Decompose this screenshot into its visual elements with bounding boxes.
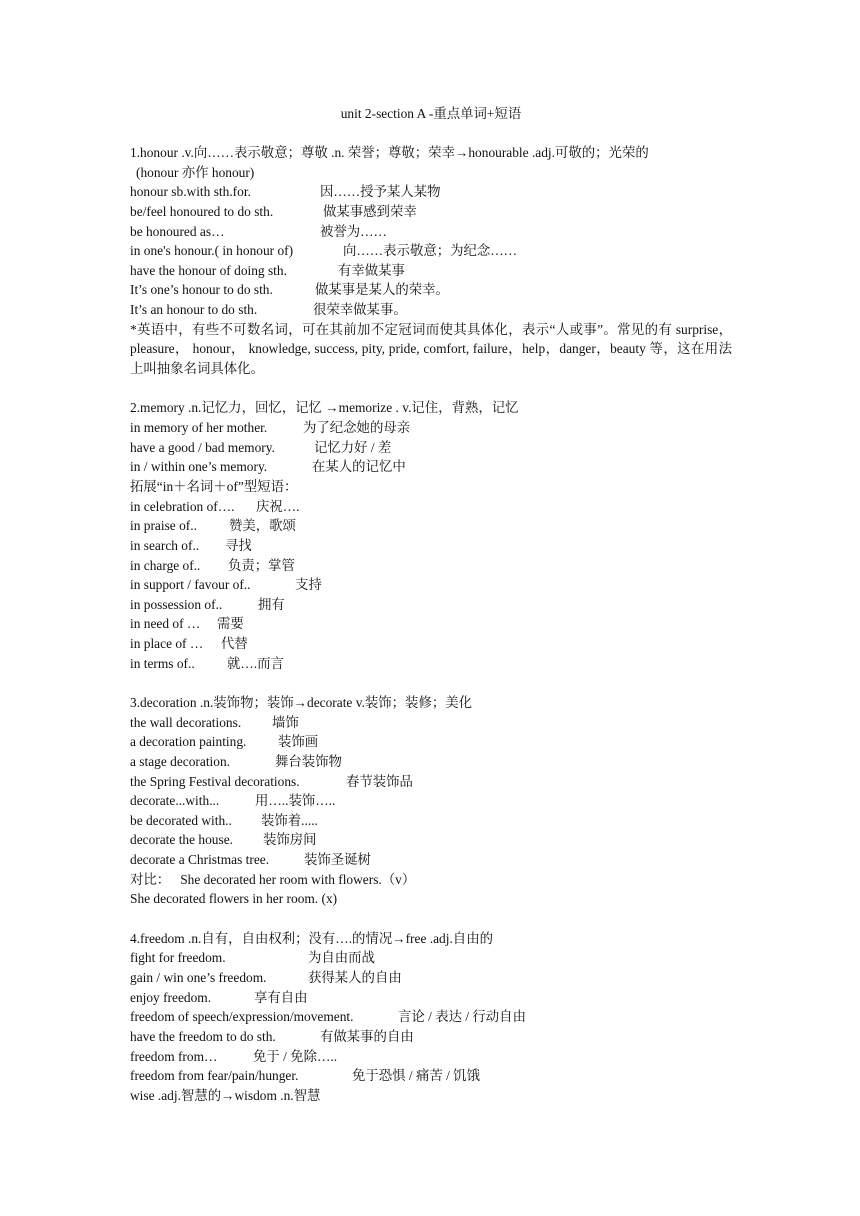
phrase-english: have the freedom to do sth. — [130, 1028, 276, 1044]
phrase-chinese: 做某事感到荣幸 — [323, 203, 417, 219]
compare-correct: She decorated her room with flowers.（v） — [180, 871, 416, 887]
phrase-row — [130, 1047, 732, 1067]
phrase-english: the wall decorations. — [130, 714, 242, 730]
phrase-chinese: 为了纪念她的母亲 — [303, 420, 411, 436]
phrase-english: honour sb.with sth.for. — [130, 184, 251, 200]
phrase-chinese: 代替 — [221, 636, 248, 652]
section-honour — [130, 143, 732, 379]
phrase-row — [130, 222, 732, 242]
phrase-chinese: 负责；掌管 — [228, 557, 295, 573]
phrase-chinese: 装饰圣诞树 — [304, 852, 371, 868]
phrase-row — [130, 1066, 732, 1086]
document-body — [130, 143, 732, 1105]
phrase-row — [130, 497, 732, 517]
section-heading: 1.honour .v.向……表示敬意；尊敬 .n. 荣誉；尊敬；荣幸→honourable .adj.可敬的；光荣的 — [130, 145, 649, 160]
phrase-row — [130, 280, 732, 300]
phrase-english: freedom of speech/expression/movement. — [130, 1009, 354, 1025]
phrase-list-extension — [130, 497, 732, 674]
phrase-chinese: 就….而言 — [227, 655, 284, 671]
phrase-english: freedom from… — [130, 1048, 218, 1064]
phrase-chinese: 支持 — [295, 577, 322, 593]
compare-label: 对比： — [130, 871, 171, 887]
phrase-chinese: 为自由而战 — [308, 950, 375, 966]
phrase-row — [130, 457, 732, 477]
phrase-list — [130, 948, 732, 1085]
phrase-chinese: 装饰画 — [278, 734, 319, 750]
phrase-chinese: 舞台装饰物 — [275, 753, 342, 769]
phrase-row — [130, 614, 732, 634]
phrase-chinese: 春节装饰品 — [346, 773, 413, 789]
phrase-english: be decorated with.. — [130, 812, 232, 828]
phrase-chinese: 做某事是某人的荣幸。 — [315, 282, 449, 298]
phrase-english: in celebration of…. — [130, 498, 235, 514]
phrase-row — [130, 713, 732, 733]
phrase-row — [130, 438, 732, 458]
phrase-chinese: 赞美，歌颂 — [229, 518, 296, 534]
phrase-english: have a good / bad memory. — [130, 439, 275, 455]
phrase-chinese: 获得某人的自由 — [308, 969, 402, 985]
phrase-list — [130, 713, 732, 870]
phrase-chinese: 寻找 — [225, 537, 252, 553]
phrase-row — [130, 811, 732, 831]
phrase-chinese: 有幸做某事 — [338, 262, 405, 278]
phrase-english: in search of.. — [130, 537, 200, 553]
phrase-row — [130, 791, 732, 811]
document-title: unit 2-section A -重点单词+短语 — [340, 106, 522, 121]
phrase-chinese: 很荣幸做某事。 — [313, 302, 407, 318]
section-heading-note: (honour 亦作 honour) — [136, 164, 255, 180]
phrase-row — [130, 182, 732, 202]
phrase-row — [130, 418, 732, 438]
phrase-row — [130, 575, 732, 595]
section-heading: 4.freedom .n.自有，自由权利；没有….的情况→free .adj.自由的 — [130, 930, 493, 946]
compare-incorrect: She decorated flowers in her room. (x) — [130, 891, 338, 907]
phrase-chinese: 墙饰 — [272, 714, 299, 730]
phrase-english: a decoration painting. — [130, 734, 247, 750]
section-freedom — [130, 929, 732, 1106]
phrase-chinese: 装饰房间 — [263, 832, 317, 848]
phrase-list — [130, 182, 732, 319]
phrase-row — [130, 752, 732, 772]
phrase-row — [130, 595, 732, 615]
phrase-english: decorate the house. — [130, 832, 233, 848]
phrase-chinese: 记忆力好 / 差 — [314, 439, 392, 455]
phrase-row — [130, 536, 732, 556]
phrase-chinese: 庆祝…. — [256, 498, 300, 514]
phrase-row — [130, 968, 732, 988]
phrase-row — [130, 241, 732, 261]
phrase-chinese: 有做某事的自由 — [320, 1028, 414, 1044]
phrase-english: in one's honour.( in honour of) — [130, 243, 294, 259]
phrase-english: in terms of.. — [130, 655, 195, 671]
phrase-english: in / within one’s memory. — [130, 459, 268, 475]
phrase-chinese: 用…..装饰….. — [255, 793, 336, 809]
phrase-english: in place of … — [130, 636, 204, 652]
phrase-row — [130, 634, 732, 654]
phrase-english: gain / win one’s freedom. — [130, 969, 267, 985]
phrase-english: have the honour of doing sth. — [130, 262, 287, 278]
phrase-row — [130, 830, 732, 850]
phrase-row — [130, 1007, 732, 1027]
phrase-chinese: 向……表示敬意；为纪念…… — [343, 243, 518, 259]
phrase-row — [130, 556, 732, 576]
phrase-row — [130, 1027, 732, 1047]
phrase-chinese: 免于恐惧 / 痛苦 / 饥饿 — [352, 1068, 480, 1084]
phrase-chinese: 享有自由 — [254, 989, 308, 1005]
phrase-english: in possession of.. — [130, 596, 223, 612]
phrase-english: in praise of.. — [130, 518, 197, 534]
phrase-english: in charge of.. — [130, 557, 201, 573]
phrase-english: decorate...with... — [130, 793, 220, 809]
phrase-row — [130, 732, 732, 752]
phrase-chinese: 免于 / 免除….. — [253, 1048, 338, 1064]
phrase-row — [130, 516, 732, 536]
phrase-english: It’s an honour to do sth. — [130, 302, 258, 318]
phrase-list — [130, 418, 732, 477]
section-heading: 3.decoration .n.装饰物；装饰→decorate v.装饰；装修；美化 — [130, 694, 473, 710]
phrase-chinese: 言论 / 表达 / 行动自由 — [398, 1009, 526, 1025]
phrase-chinese: 装饰着..... — [261, 812, 318, 828]
phrase-english: enjoy freedom. — [130, 989, 212, 1005]
section-memory — [130, 398, 732, 673]
phrase-english: decorate a Christmas tree. — [130, 852, 270, 868]
phrase-chinese: 因……授予某人某物 — [320, 184, 441, 200]
phrase-row — [130, 988, 732, 1008]
phrase-english: It’s one’s honour to do sth. — [130, 282, 273, 298]
phrase-english: a stage decoration. — [130, 753, 231, 769]
phrase-english: fight for freedom. — [130, 950, 226, 966]
phrase-english: be/feel honoured to do sth. — [130, 203, 274, 219]
phrase-row — [130, 772, 732, 792]
phrase-chinese: 需要 — [217, 616, 244, 632]
phrase-english: in need of … — [130, 616, 201, 632]
phrase-chinese: 拥有 — [258, 596, 285, 612]
compare-line — [130, 870, 732, 890]
phrase-row — [130, 202, 732, 222]
phrase-chinese: 被誉为…… — [320, 223, 387, 239]
phrase-english: be honoured as… — [130, 223, 225, 239]
phrase-english: in support / favour of.. — [130, 577, 251, 593]
subheading: 拓展“in＋名词＋of”型短语： — [130, 478, 298, 494]
phrase-chinese: 在某人的记忆中 — [312, 459, 406, 475]
vocab-line: wise .adj.智慧的→wisdom .n.智慧 — [130, 1087, 321, 1103]
section-decoration — [130, 693, 732, 909]
phrase-row — [130, 300, 732, 320]
phrase-english: the Spring Festival decorations. — [130, 773, 300, 789]
grammar-note: *英语中，有些不可数名词，可在其前加不定冠词而使其具体化，表示“人或事”。常见的有 surprise， pleasure， honour， knowledge, success, pity, pride, comfort, failure，help，danger，beauty 等，这在用法上叫抽象名词具体化。 — [130, 321, 732, 377]
phrase-row — [130, 850, 732, 870]
phrase-english: freedom from fear/pain/hunger. — [130, 1068, 299, 1084]
section-heading: 2.memory .n.记忆力，回忆，记忆 →memorize . v.记住，背熟，记忆 — [130, 400, 519, 416]
phrase-english: in memory of her mother. — [130, 420, 268, 436]
phrase-row — [130, 654, 732, 674]
phrase-row — [130, 948, 732, 968]
phrase-row — [130, 261, 732, 281]
